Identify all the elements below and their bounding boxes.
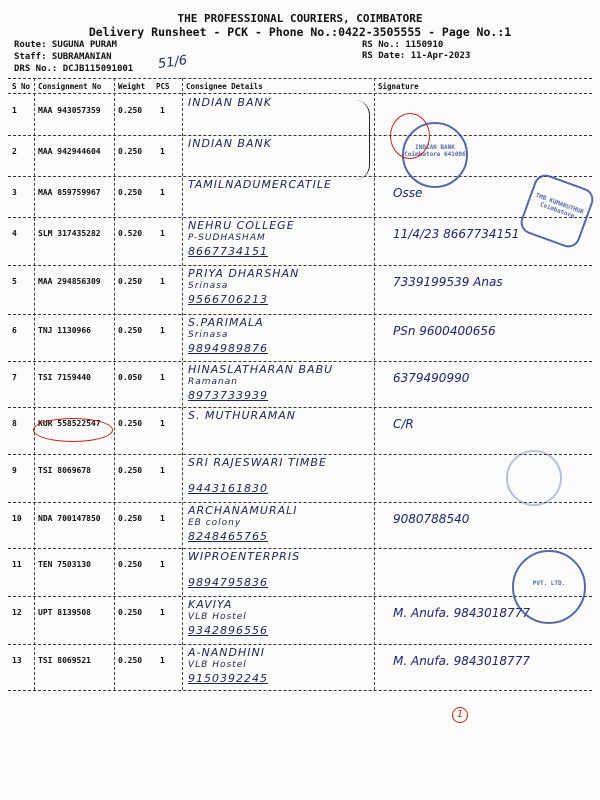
row-consignee-name: S. MUTHURAMAN: [188, 409, 296, 422]
row-consignment-number: TNJ 1130966: [38, 326, 91, 335]
row-consignee-line2: Srinasa: [188, 281, 229, 291]
row-pieces: 1: [160, 656, 165, 665]
row-weight: 0.250: [118, 466, 143, 475]
row-consignee-phone: 9566706213: [188, 293, 268, 306]
row-consignment-number: TEN 7503130: [38, 560, 91, 569]
row-consignment-number: TSI 8069678: [38, 466, 91, 475]
staff-label: Staff: SUBRAMANIAN: [14, 52, 112, 62]
row-serial-number: 3: [12, 188, 17, 197]
row-signature: 7339199539 Anas: [393, 275, 503, 289]
col-header-pcs: PCS: [156, 82, 170, 91]
row-consignee-name: WIPROENTERPRIS: [188, 550, 301, 563]
red-circle-mark: [33, 418, 113, 442]
row-consignment-number: KUR 558522547: [38, 419, 101, 428]
row-consignment-number: MAA 942944604: [38, 147, 101, 156]
table-top-rule: [8, 78, 592, 79]
row-rule: [8, 690, 592, 691]
col-divider: [182, 78, 183, 690]
row-signature: M. Anufa. 9843018777: [393, 606, 530, 620]
red-scribble-mark: [390, 113, 430, 159]
row-consignee-name: NEHRU COLLEGE: [188, 219, 295, 232]
drs-number: DRS No.: DCJB115091001: [14, 64, 134, 74]
row-serial-number: 11: [12, 560, 22, 569]
row-consignee-name: HINASLATHARAN BABU: [188, 363, 334, 376]
faint-stamp: [506, 450, 562, 506]
row-consignment-number: TSI 7159440: [38, 373, 91, 382]
row-serial-number: 4: [12, 229, 17, 238]
handwritten-fraction: 51/6: [157, 53, 189, 72]
row-serial-number: 13: [12, 656, 22, 665]
col-header-sno: S No: [12, 82, 31, 91]
row-consignee-line2: VLB Hostel: [188, 612, 247, 622]
row-rule: [8, 502, 592, 503]
row-consignee-name: TAMILNADUMERCATILE: [188, 178, 332, 191]
col-header-weight: Weight: [118, 82, 146, 91]
red-number-mark: 1: [452, 707, 468, 723]
rs-date: RS Date: 11-Apr-2023: [362, 51, 471, 61]
row-consignee-line2: Srinasa: [188, 330, 229, 340]
row-consignee-phone: 9894989876: [188, 342, 268, 355]
row-consignee-line2: EB colony: [188, 518, 242, 528]
row-pieces: 1: [160, 326, 165, 335]
row-consignee-phone: 9443161830: [188, 482, 268, 495]
rs-number: RS No.: 1150910: [362, 40, 444, 50]
col-header-signature: Signature: [378, 82, 419, 91]
row-serial-number: 9: [12, 466, 17, 475]
row-serial-number: 12: [12, 608, 22, 617]
row-pieces: 1: [160, 419, 165, 428]
row-consignee-name: PRIYA DHARSHAN: [188, 267, 300, 280]
row-consignment-number: TSI 8069521: [38, 656, 91, 665]
row-weight: 0.250: [118, 106, 143, 115]
row-weight: 0.250: [118, 277, 143, 286]
row-consignment-number: MAA 294856309: [38, 277, 101, 286]
row-weight: 0.250: [118, 608, 143, 617]
row-pieces: 1: [160, 277, 165, 286]
row-weight: 0.050: [118, 373, 143, 382]
row-serial-number: 6: [12, 326, 17, 335]
row-consignment-number: UPT 8139508: [38, 608, 91, 617]
row-signature: 6379490990: [393, 371, 470, 385]
row-serial-number: 7: [12, 373, 17, 382]
row-rule: [8, 596, 592, 597]
company-stamp: PVT. LTD.: [512, 550, 586, 624]
row-pieces: 1: [160, 373, 165, 382]
row-signature: 9080788540: [393, 512, 470, 526]
row-pieces: 1: [160, 188, 165, 197]
header-rule: [8, 93, 592, 94]
route-label: Route: SUGUNA PURAM: [14, 40, 117, 50]
col-divider: [114, 78, 115, 690]
row-consignment-number: SLM 317435282: [38, 229, 101, 238]
row-consignee-name: INDIAN BANK: [188, 137, 272, 150]
row-serial-number: 5: [12, 277, 17, 286]
row-consignee-name: S.PARIMALA: [188, 316, 264, 329]
row-consignee-name: SRI RAJESWARI TIMBE: [188, 456, 327, 469]
row-rule: [8, 265, 592, 266]
row-pieces: 1: [160, 147, 165, 156]
row-rule: [8, 548, 592, 549]
row-signature: Osse: [393, 186, 423, 200]
row-consignee-line2: P-SUDHASHAM: [188, 233, 266, 243]
row-pieces: 1: [160, 514, 165, 523]
indian-bank-stamp: INDIAN BANK Coimbatore 641006: [402, 122, 468, 188]
row-pieces: 1: [160, 560, 165, 569]
row-consignee-phone: 8248465765: [188, 530, 268, 543]
row-pieces: 1: [160, 466, 165, 475]
row-consignee-line2: Ramanan: [188, 377, 238, 387]
row-consignee-phone: 9894795836: [188, 576, 268, 589]
row-signature: 11/4/23 8667734151: [393, 227, 520, 241]
row-consignment-number: MAA 859759967: [38, 188, 101, 197]
runsheet-subtitle: Delivery Runsheet - PCK - Phone No.:0422-3505555 - Page No.:1: [88, 25, 512, 39]
tmb-stamp: TMB KUMARUTHUR Coimbatore: [517, 171, 596, 250]
row-signature: M. Anufa. 9843018777: [393, 654, 530, 668]
row-rule: [8, 454, 592, 455]
col-header-consignment: Consignment No: [38, 82, 102, 91]
row-weight: 0.250: [118, 419, 143, 428]
row-consignee-phone: 9150392245: [188, 672, 268, 685]
row-rule: [8, 361, 592, 362]
row-consignment-number: MAA 943057359: [38, 106, 101, 115]
company-title: THE PROFESSIONAL COURIERS, COIMBATORE: [177, 12, 423, 25]
row-consignee-phone: 8667734151: [188, 245, 268, 258]
row-weight: 0.250: [118, 560, 143, 569]
row-weight: 0.250: [118, 147, 143, 156]
row-pieces: 1: [160, 229, 165, 238]
row-pieces: 1: [160, 608, 165, 617]
row-rule: [8, 217, 592, 218]
col-header-consignee: Consignee Details: [186, 82, 263, 91]
row-serial-number: 2: [12, 147, 17, 156]
row-weight: 0.250: [118, 514, 143, 523]
handwritten-brace: [355, 100, 370, 180]
row-weight: 0.250: [118, 656, 143, 665]
row-rule: [8, 176, 592, 177]
col-divider: [374, 78, 375, 690]
row-consignee-name: INDIAN BANK: [188, 96, 272, 109]
row-consignment-number: NDA 700147850: [38, 514, 101, 523]
row-rule: [8, 314, 592, 315]
row-rule: [8, 135, 592, 136]
row-rule: [8, 407, 592, 408]
row-consignee-name: KAVIYA: [188, 598, 233, 611]
row-weight: 0.250: [118, 188, 143, 197]
row-serial-number: 1: [12, 106, 17, 115]
row-signature: PSn 9600400656: [393, 324, 496, 338]
row-consignee-phone: 9342896556: [188, 624, 268, 637]
row-consignee-name: A-NANDHINI: [188, 646, 265, 659]
row-weight: 0.250: [118, 326, 143, 335]
row-signature: C/R: [393, 417, 414, 431]
row-consignee-name: ARCHANAMURALI: [188, 504, 298, 517]
row-rule: [8, 644, 592, 645]
row-weight: 0.520: [118, 229, 143, 238]
row-consignee-line2: VLB Hostel: [188, 660, 247, 670]
row-pieces: 1: [160, 106, 165, 115]
row-consignee-phone: 8973733939: [188, 389, 268, 402]
col-divider: [34, 78, 35, 690]
row-serial-number: 10: [12, 514, 22, 523]
row-serial-number: 8: [12, 419, 17, 428]
